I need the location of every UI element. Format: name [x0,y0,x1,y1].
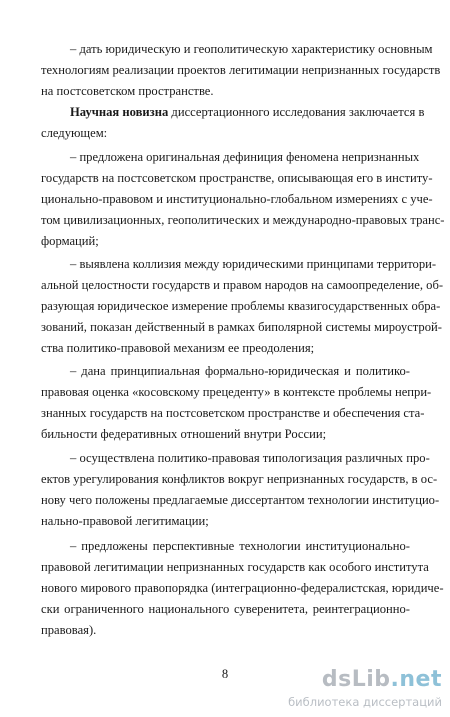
text-line: ционально-правовом и институционально-глобальном измерениях с уче- [41,192,433,206]
text-line: технологиям реализации проектов легитимации непризнанных государств [41,63,441,77]
text-line: разующая юридическое измерение проблемы квазигосударственных обра- [41,299,441,313]
text-line: – дана принципиальная формально-юридическая и политико- [70,364,410,378]
text-line: нову чего положены предлагаемые диссертантом технологии институцио- [41,493,440,507]
watermark-logo-main: dsLib [321,667,391,692]
watermark-subtitle: библиотека диссертаций [288,695,442,709]
text-line: правовая оценка «косовскому прецеденту» в контексте проблемы непри- [41,385,432,399]
text-line: ектов урегулирования конфликтов вокруг непризнанных государств, в ос- [41,472,438,486]
page-number: 8 [221,667,229,681]
watermark-logo [322,667,442,692]
text-fragment: диссертационного исследования заключается в [168,105,425,119]
text-line: ски ограниченного национального суверенитета, реинтеграционно- [41,602,410,616]
watermark-logo-suffix: .net [390,667,442,692]
text-line: знанных государств на постсоветском пространстве и обеспечения ста- [41,406,425,420]
scientific-novelty-heading: Научная новизна [70,105,169,119]
text-line: – дать юридическую и геополитическую характеристику основным [70,42,433,56]
text-line: нально-правовой легитимации; [41,514,209,528]
watermark [222,667,442,711]
text-line: том цивилизационных, геополитических и международно-правовых транс- [41,213,445,227]
text-line: нового мирового правопорядка (интеграционно-федералистская, юридиче- [41,581,444,595]
text-line: ства политико-правовой механизм ее преодоления; [41,341,315,355]
text-line: правовой легитимации непризнанных государств как особого института [41,560,429,574]
text-line: бильности федеративных отношений внутри России; [41,427,327,441]
text-line [70,106,424,119]
text-line: – осуществлена политико-правовая типологизация различных про- [70,451,430,465]
text-line: – выявлена коллизия между юридическими принципами территори- [70,257,437,271]
text-line: зований, показан действенный в рамках биполярной системы мироустрой- [41,320,442,334]
text-line: – предложена оригинальная дефиниция феномена непризнанных [70,150,420,164]
text-line: формаций; [41,234,99,248]
text-line: государств на постсоветском пространстве, описывающая его в институ- [41,171,433,185]
text-line: альной целостности государств и правом народов на самоопределение, об- [41,278,444,292]
text-line: следующем: [41,126,108,140]
text-line: – предложены перспективные технологии институционально- [70,539,410,553]
text-line: на постсоветском пространстве. [41,84,214,98]
text-line: правовая). [41,623,97,637]
